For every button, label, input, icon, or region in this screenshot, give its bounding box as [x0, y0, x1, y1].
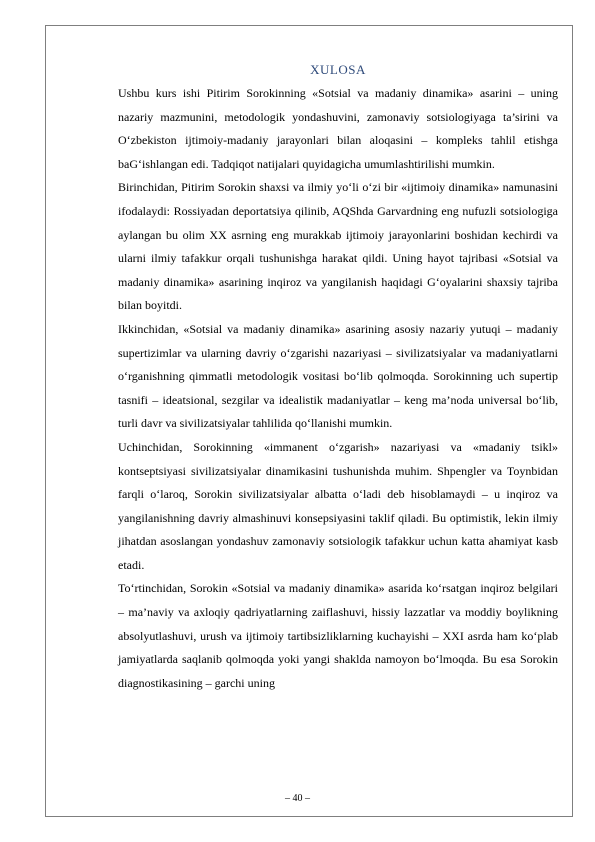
- section-title: XULOSA: [310, 62, 366, 77]
- page-number: – 40 –: [285, 793, 310, 804]
- paragraph-intro: Ushbu kurs ishi Pitirim Sorokinning «Sotsial va madaniy dinamika» asarini – uning nazariy mazmunini, metodologik yondashuvini, zamonaviy sotsiologiyaga ta’sirini va O‘zbekiston ijtimoiy-madaniy jarayonlari bilan aloqasini – kompleks tahlil etishga baG‘ishlangan edi. Tadqiqot natijalari quyidagicha umumlashtirilishi mumkin.: [118, 86, 558, 171]
- paragraph-third-point: Uchinchidan, Sorokinning «immanent o‘zgarish» nazariyasi va «madaniy tsikl» kontseptsiyasi sivilizatsiyalar dinamikasini tushunishda muhim. Shpengler va Toynbidan farqli o‘laroq, Sorokin sivilizatsiyalar albatta o‘ladi deb hisoblamaydi – u inqiroz va yangilanishning davriy almashinuvi konsepsiyasini taklif qiladi. Bu optimistik, lekin ilmiy jihatdan asoslangan yondashuv zamonaviy sotsiologik tafakkur uchun katta ahamiyat kasb etadi.: [118, 439, 558, 572]
- document-body: [118, 60, 558, 695]
- paragraph-second-point: Ikkinchidan, «Sotsial va madaniy dinamika» asarining asosiy nazariy yutuqi – madaniy supertizimlar va ularning davriy o‘zgarishi nazariyasi – sivilizatsiyalar va madaniyatlarni o‘rganishning qimmatli metodologik vositasi bo‘lib qolmoqda. Sorokinning uch supertip tasnifi – ideatsional, sezgilar va idealistik madaniyatlar – keng ma’noda universal bo‘lib, turli davr va sivilizatsiyalar tahlilida qo‘llanishi mumkin.: [118, 321, 558, 431]
- paragraph-first-point: Birinchidan, Pitirim Sorokin shaxsi va ilmiy yo‘li o‘zi bir «ijtimoiy dinamika» namunasini ifodalaydi: Rossiyadan deportatsiya qilinib, AQShda Garvardning eng nufuzli sotsiologiga aylangan bu olim XX asrning eng murakkab ijtimoiy jarayonlarini boshidan kechirdi va ularni ilmiy tafakkur orqali tushunishga harakat qildi. Uning hayot tajribasi «Sotsial va madaniy dinamika» asarining inqiroz va yangilanish haqidagi G‘oyalarini shaxsiy tajriba bilan boyitdi.: [118, 180, 558, 313]
- paragraph-fourth-point: To‘rtinchidan, Sorokin «Sotsial va madaniy dinamika» asarida ko‘rsatgan inqiroz belgilari – ma’naviy va axloqiy qadriyatlarning zaiflashuvi, hissiy lazzatlar va moddiy boylikning absolyutlashuvi, urush va ijtimoiy tartibsizliklarning kuchayishi – XXI asrda ham ko‘plab jamiyatlarda saqlanib qolmoqda yoki yangi shaklda namoyon bo‘lmoqda. Bu esa Sorokin diagnostikasining – garchi uning: [118, 581, 558, 690]
